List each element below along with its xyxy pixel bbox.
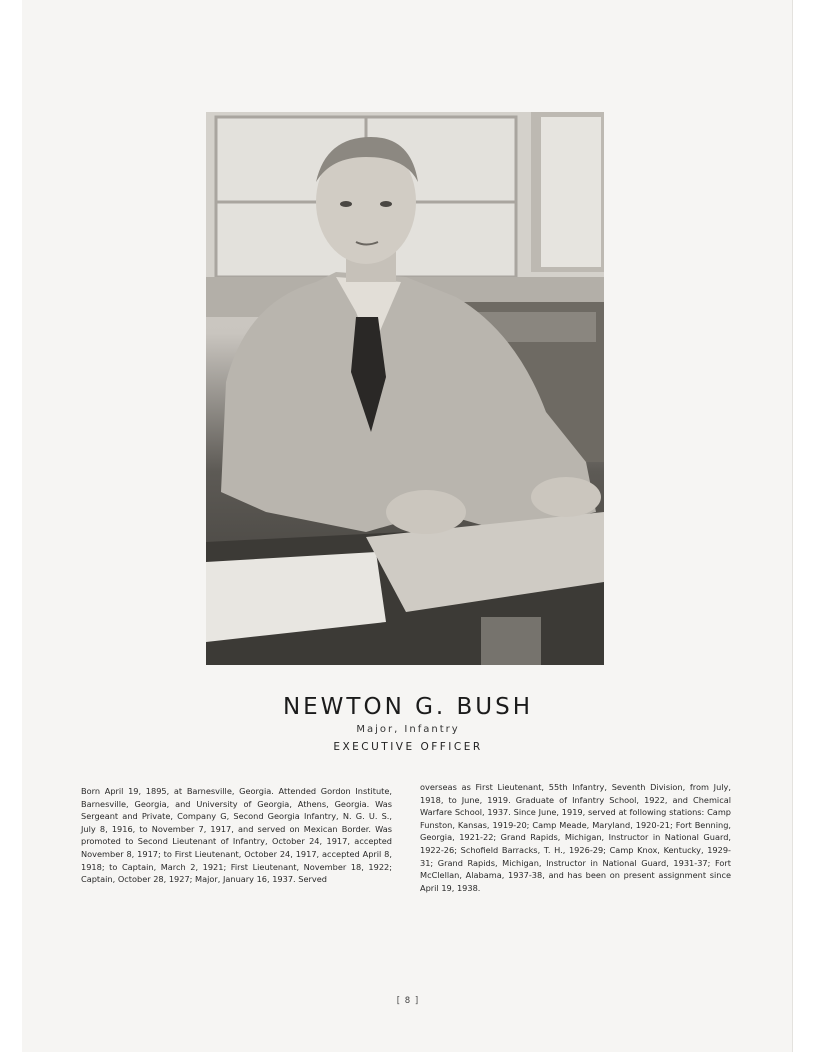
officer-position: EXECUTIVE OFFICER [333,741,483,753]
portrait-illustration [206,112,604,665]
portrait-photo [206,112,604,665]
biography-column-left: Born April 19, 1895, at Barnesville, Georgia. Attended Gordon Institute, Barnesville, Georgia, and University of Georgia, Athens, Georgia. Was Sergeant and Private, Company G, Second Georgia Infantry, N. G. U. S., July 8, 1916, to November 7, 1917, and served on Mexican Border. Was promoted to Second Lieutenant of Infantry, October 24, 1917, accepted November 8, 1917; to First Lieutenant, October 24, 1917, accepted April 8, 1918; to Captain, March 2, 1921; First Lieutenant, November 18, 1922; Captain, October 28, 1927; Major, January 16, 1937. Served [81,786,392,885]
officer-rank: Major, Infantry [356,724,460,735]
biography-column-right: overseas as First Lieutenant, 55th Infantry, Seventh Division, from July, 1918, to June, 1919. Graduate of Infantry School, 1922, and Chemical Warfare School, 1937. Since June, 1919, served at following stations: Camp Funston, Kansas, 1919-20; Camp Meade, Maryland, 1920-21; Fort Benning, Georgia, 1921-22; Grand Rapids, Michigan, Instructor in National Guard, 1922-26; Schofield Barracks, T. H., 1926-29; Camp Knox, Kentucky, 1929-31; Grand Rapids, Michigan, Instructor in National Guard, 1931-37; Fort McClellan, Alabama, 1937-38, and has been on present assignment since April 19, 1938. [420,782,731,893]
page-number: [ 8 ] [396,996,420,1006]
officer-name: NEWTON G. BUSH [282,694,534,720]
